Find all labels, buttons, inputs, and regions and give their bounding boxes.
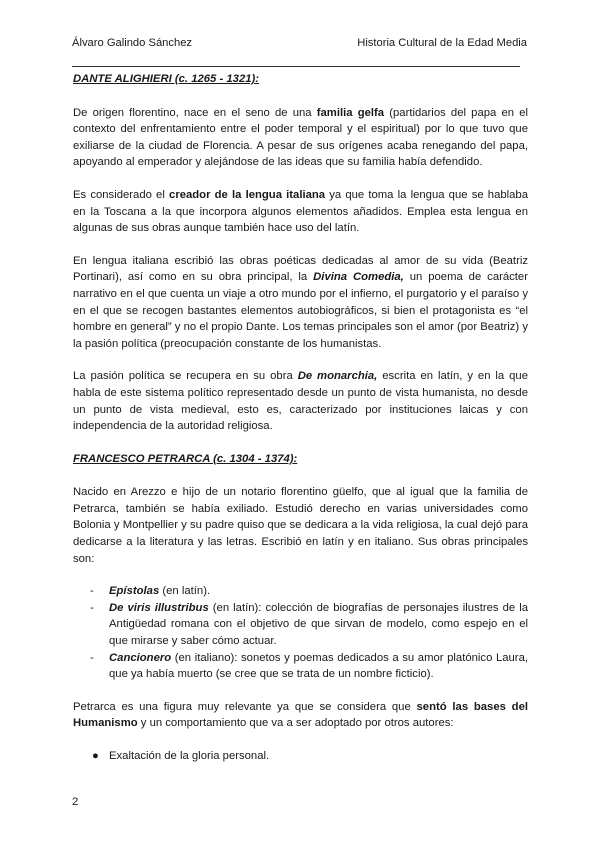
petrarca-paragraph-2	[73, 699, 528, 732]
petrarca-paragraph-1: Nacido en Arezzo e hijo de un notario florentino güelfo, que al igual que la familia de Petrarca, también se había exiliado. Estudió derecho en varias universidades como Bolonia y Montpellier y su padre quiso que se dedicara a la vida religiosa, la cual dejó para dedicarse a la literatura y las letras. Escribió en latín y en italiano. Sus obras principales son:	[73, 486, 528, 565]
bold-term: sentó las bases del Humanismo	[73, 700, 528, 730]
page-header	[72, 37, 527, 49]
dante-paragraph-2	[73, 187, 528, 237]
dash-marker: -	[90, 585, 94, 598]
bullet-text: Exaltación de la gloria personal.	[109, 750, 270, 762]
text-run: un poema de carácter narrativo en el que cuenta un viaje a otro mundo por el infierno, el purgatorio y el paraíso y en el que se recogen bastantes elementos autobiográficos, si bien el protagonista es “el hombre en general” y no el propio Dante. Los temas principales son el amor (por Beatriz) y la pasión política (preocupación constante de los humanistas.	[73, 271, 528, 350]
list-item	[73, 600, 528, 650]
text-run: De origen florentino, nace en el seno de una	[73, 106, 317, 119]
section-heading-petrarca: FRANCESCO PETRARCA (c. 1304 - 1374):	[73, 452, 298, 465]
work-title: De monarchia,	[297, 370, 378, 383]
dante-paragraph-1	[73, 105, 528, 171]
header-divider	[72, 66, 520, 67]
work-title: Divina Comedia,	[313, 271, 404, 284]
works-list	[73, 583, 528, 683]
bold-term: familia gelfa	[316, 106, 385, 119]
text-run: Es considerado el	[73, 188, 170, 201]
work-title: Cancionero	[109, 651, 172, 664]
text-run: ya que toma la lengua que se hablaba en la Toscana a la que incorpora algunos elementos añadidos. Emplea esta lengua en algunas de sus obras aunque también hace uso del latín.	[73, 188, 528, 235]
section-heading-dante: DANTE ALIGHIERI (c. 1265 - 1321):	[73, 73, 260, 85]
work-description: (en italiano): sonetos y poemas dedicados a su amor platónico Laura, que ya había muerto (se cree que se trata de un nombre ficticio).	[109, 651, 528, 681]
header-author: Álvaro Galindo Sánchez	[72, 37, 193, 49]
dante-paragraph-4	[73, 368, 528, 434]
text-run: (partidarios del papa en el contexto del enfrentamiento entre el poder temporal y el espiritual) por lo que tuvo que exiliarse de la ciudad de Florencia. A pesar de sus orígenes acaba renegando del papa, apoyando al emperador y alejándose de las ideas que su familia había defendido.	[73, 106, 528, 169]
header-course: Historia Cultural de la Edad Media	[357, 37, 527, 49]
dash-marker: -	[90, 651, 94, 664]
bullet-icon: ●	[92, 750, 99, 762]
text-run: escrita en latín, y en la que habla de este sistema político representado desde un punto de vista humanista, no desde un punto de vista medieval, esto es, caracterizado por instituciones laicas y con independencia de la autoridad religiosa.	[73, 370, 528, 433]
text-run: Petrarca es una figura muy relevante ya que se considera que	[73, 700, 417, 713]
text-run: En lengua italiana escribió las obras poéticas dedicadas al amor de su vida (Beatriz Portinari), así como en su obra principal, la	[73, 254, 528, 284]
document-body	[73, 71, 528, 765]
list-item	[73, 650, 528, 683]
dante-paragraph-3	[73, 253, 528, 353]
list-item	[73, 748, 528, 765]
page-number: 2	[72, 796, 79, 808]
work-title: De viris illustribus	[109, 601, 209, 614]
work-description: (en latín): colección de biografías de personajes ilustres de la Antigüedad romana con el objetivo de que sirvan de modelo, como espejo en el que mirarse y saber cómo actuar.	[109, 601, 528, 648]
bold-term: creador de la lengua italiana	[169, 188, 326, 201]
traits-list	[73, 748, 528, 765]
list-item	[73, 583, 528, 600]
text-run: y un comportamiento que va a ser adoptado por otros autores:	[137, 717, 454, 730]
work-title: Epístolas	[109, 585, 160, 598]
dash-marker: -	[90, 601, 94, 614]
text-run: La pasión política se recupera en su obra	[73, 370, 298, 383]
work-description: (en latín).	[159, 585, 211, 598]
